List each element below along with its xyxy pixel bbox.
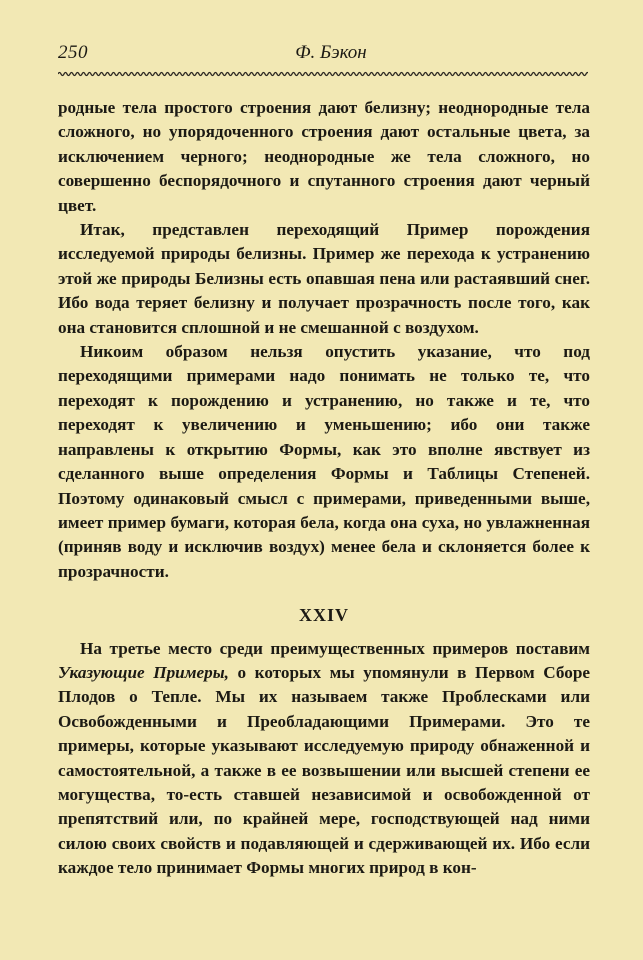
paragraph-4-end: о которых мы упомянули в Первом Сборе Плодов о Тепле. Мы их называем также Проблесками или Освобожденными и Преобладающими Примерами. Это те примеры, которые указывают исследуемую природу обнаженной и самостоятельной, а также в ее возвышении или высшей степени ее могущества, то-есть ставшей независимой и освобожденной от препятствий или, по крайней мере, господствующей над ними силою своих свойств и подавляющей и сдерживающей их. Ибо если каждое тело принимает Формы многих природ в кон- bbox=[58, 662, 591, 878]
page-header bbox=[58, 42, 590, 68]
paragraph-4-start: На третье место среди преимущественных примеров поставим bbox=[80, 638, 590, 658]
body-text bbox=[58, 96, 590, 881]
wavy-rule-divider bbox=[58, 70, 588, 78]
paragraph-3: Никоим образом нельзя опустить указание, что под переходящими примерами надо понимать не только те, что переходят к порождению и устранению, но также и те, что переходят к увеличению и уменьшению; ибо они также направлены к открытию Формы, как это вполне явствует из сделанного выше определения Формы и Таблицы Степеней. Поэтому одинаковый смысл с примерами, приведенными выше, имеет пример бумаги, которая бела, когда она суха, но увлажненная (приняв воду и исключив воздух) менее бела и склоняется более к прозрачности. bbox=[58, 342, 590, 581]
running-head: Ф. Бэкон bbox=[295, 42, 367, 63]
paragraph-1: родные тела простого строения дают белизну; неоднородные тела сложного, но упорядоченного строения дают остальные цвета, за исключением черного; неоднородные же тела сложного, но совершенно беспорядочного и спутанного строения дают черный цвет. bbox=[58, 98, 590, 215]
section-heading: XXIV bbox=[298, 605, 349, 626]
paragraph-2: Итак, представлен переходящий Пример порождения исследуемой природы белизны. Пример же перехода к устранению этой же природы Белизны есть опавшая пена или растаявший снег. Ибо вода теряет белизну и получает прозрачность после того, как она становится сплошной и не смешанной с воздухом. bbox=[58, 220, 590, 337]
page-number: 250 bbox=[58, 42, 88, 63]
indicative-instances-term: Указующие Примеры, bbox=[58, 662, 229, 682]
paragraph-4 bbox=[58, 637, 590, 881]
